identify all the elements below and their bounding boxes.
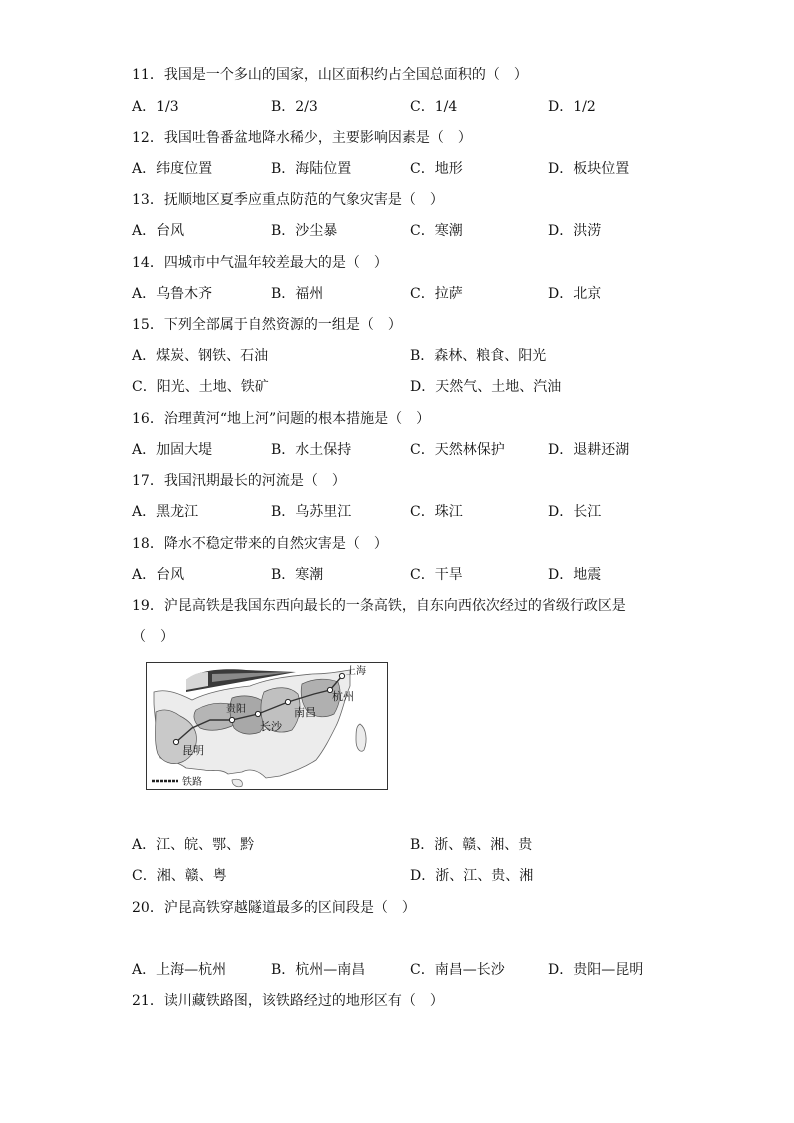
question-18-option-b: B．寒潮 — [271, 567, 324, 583]
question-18-option-d: D．地震 — [548, 567, 602, 583]
label-guiyang: 贵阳 — [226, 704, 246, 715]
question-17-option-c: C．珠江 — [410, 504, 463, 520]
question-13-option-c: C．寒潮 — [410, 223, 463, 239]
question-14-option-d: D．北京 — [548, 286, 602, 302]
question-15-stem: 15．下列全部属于自然资源的一组是（ ） — [132, 317, 402, 333]
question-14-option-c: C．拉萨 — [410, 286, 463, 302]
label-shanghai: 上海 — [346, 666, 366, 677]
question-12-option-a: A．纬度位置 — [132, 161, 213, 177]
question-12-option-c: C．地形 — [410, 161, 463, 177]
question-19-option-a: A．江、皖、鄂、黔 — [132, 837, 255, 853]
question-11-option-c: C．1/4 — [410, 99, 458, 115]
question-19-option-c: C．湘、赣、粤 — [132, 868, 227, 884]
question-19-option-d: D．浙、江、贵、湘 — [410, 868, 534, 884]
station-marker-changsha — [255, 711, 260, 716]
question-14-option-a: A．乌鲁木齐 — [132, 286, 213, 302]
question-17-option-a: A．黑龙江 — [132, 504, 199, 520]
question-16-stem: 16．治理黄河“地上河”问题的根本措施是（ ） — [132, 411, 431, 427]
question-13-stem: 13．抚顺地区夏季应重点防范的气象灾害是（ ） — [132, 192, 444, 208]
question-16-option-a: A．加固大堤 — [132, 442, 213, 458]
question-11-stem: 11．我国是一个多山的国家，山区面积约占全国总面积的（ ） — [132, 67, 528, 83]
station-marker-shanghai — [339, 673, 344, 678]
label-nanchang: 南昌 — [294, 706, 316, 719]
legend-railway-label: 铁路 — [182, 777, 202, 788]
question-20-stem: 20．沪昆高铁穿越隧道最多的区间段是（ ） — [132, 900, 416, 916]
question-15-option-d: D．天然气、土地、汽油 — [410, 379, 562, 395]
question-17-option-b: B．乌苏里江 — [271, 504, 352, 520]
question-16-option-d: D．退耕还湖 — [548, 442, 630, 458]
question-12-stem: 12．我国吐鲁番盆地降水稀少，主要影响因素是（ ） — [132, 130, 472, 146]
question-18-option-c: C．干旱 — [410, 567, 463, 583]
label-changsha: 长沙 — [260, 720, 282, 733]
question-11-option-b: B．2/3 — [271, 99, 318, 115]
question-18-option-a: A．台风 — [132, 567, 185, 583]
station-marker-nanchang — [285, 699, 290, 704]
question-15-option-c: C．阳光、土地、铁矿 — [132, 379, 269, 395]
label-kunming: 昆明 — [182, 744, 204, 757]
station-marker-guiyang — [229, 717, 234, 722]
question-14-option-b: B．福州 — [271, 286, 324, 302]
question-20-option-b: B．杭州—南昌 — [271, 962, 366, 978]
question-11-option-a: A．1/3 — [132, 99, 179, 115]
station-marker-kunming — [173, 739, 178, 744]
question-13-option-a: A．台风 — [132, 223, 185, 239]
question-12-option-d: D．板块位置 — [548, 161, 630, 177]
label-hangzhou: 杭州 — [332, 690, 354, 703]
question-20-option-d: D．贵阳—昆明 — [548, 962, 644, 978]
question-17-option-d: D．长江 — [548, 504, 602, 520]
question-11-option-d: D．1/2 — [548, 99, 596, 115]
hukun-railway-map — [146, 662, 388, 790]
question-17-stem: 17．我国汛期最长的河流是（ ） — [132, 473, 346, 489]
question-15-option-a: A．煤炭、钢铁、石油 — [132, 348, 269, 364]
question-19-stem: 19．沪昆高铁是我国东西向最长的一条高铁，自东向西依次经过的省级行政区是 — [132, 598, 626, 614]
question-20-option-a: A．上海—杭州 — [132, 962, 227, 978]
question-19-option-b: B．浙、赣、湘、贵 — [410, 837, 533, 853]
question-13-option-d: D．洪涝 — [548, 223, 602, 239]
question-13-option-b: B．沙尘暴 — [271, 223, 338, 239]
question-15-option-b: B．森林、粮食、阳光 — [410, 348, 547, 364]
question-20-option-c: C．南昌—长沙 — [410, 962, 505, 978]
question-16-option-c: C．天然林保护 — [410, 442, 505, 458]
question-16-option-b: B．水土保持 — [271, 442, 352, 458]
question-21-stem: 21．读川藏铁路图，该铁路经过的地形区有（ ） — [132, 993, 444, 1009]
question-18-stem: 18．降水不稳定带来的自然灾害是（ ） — [132, 536, 388, 552]
question-19-stem-cont: （ ） — [132, 629, 174, 645]
question-14-stem: 14．四城市中气温年较差最大的是（ ） — [132, 255, 388, 271]
question-12-option-b: B．海陆位置 — [271, 161, 352, 177]
